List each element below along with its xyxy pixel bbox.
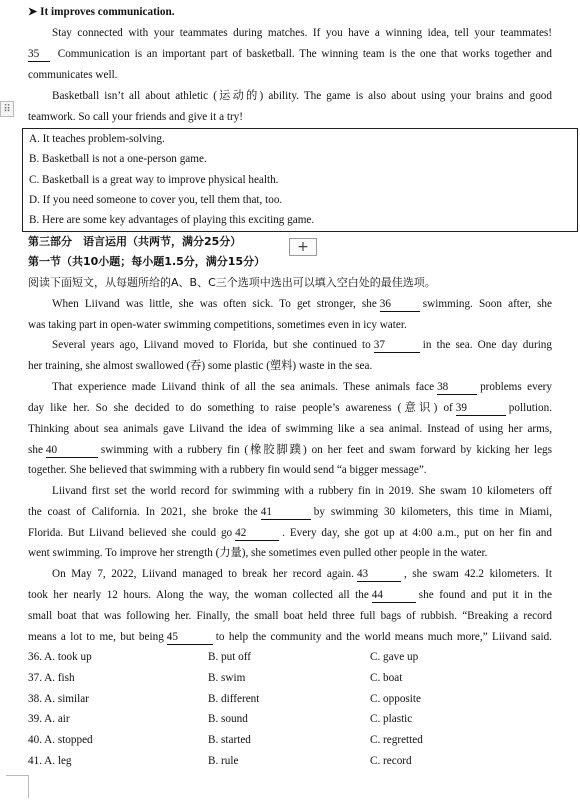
paragraph-line: her training, she almost swallowed (吞) some plastic (塑料) waste in the sea. xyxy=(28,360,373,372)
choice-c[interactable]: C. regretted xyxy=(370,734,423,746)
choice-c[interactable]: C. opposite xyxy=(370,693,421,705)
paragraph-line: Basketball isn’t all about athletic (运动的) ability. The game is also about using your brains and good xyxy=(52,90,552,102)
choice-b[interactable]: B. different xyxy=(208,693,260,705)
paragraph-line: together. She believed that swimming with a rubbery fin would send “a bigger message”. xyxy=(28,464,427,476)
paragraph-line: Several years ago, Liivand moved to Florida, but she continued to 37 in the sea. One day during xyxy=(52,339,552,351)
choice-a[interactable]: 37. A. fish xyxy=(28,672,75,684)
option-item: D. If you need someone to cover you, tell them that, too. xyxy=(29,194,283,206)
choice-a[interactable]: 41. A. leg xyxy=(28,755,72,767)
paragraph-line: Stay connected with your teammates during matches. If you have a winning idea, tell your teammates! xyxy=(52,27,552,39)
choice-b[interactable]: B. swim xyxy=(208,672,246,684)
part-title: 第三部分 语言运用（共两节，满分25分） xyxy=(28,235,242,248)
answer-blank-45: 45 xyxy=(167,630,213,645)
arrow-icon: ➤ xyxy=(28,6,38,18)
choice-a[interactable]: 39. A. air xyxy=(28,713,70,725)
subheading: ➤ It improves communication. xyxy=(28,6,175,18)
choice-c[interactable]: C. gave up xyxy=(370,651,419,663)
section-title: 第一节（共10小题；每小题1.5分，满分15分） xyxy=(28,255,266,268)
choice-c[interactable]: C. boat xyxy=(370,672,403,684)
paragraph-line: On May 7, 2022, Liivand managed to break her record again. 43 , she swam 42.2 kilometers. It xyxy=(52,568,552,580)
paragraph-line: took her nearly 12 hours. Along the way, the woman collected all the 44 she found and put it in the xyxy=(28,589,552,601)
options-box xyxy=(22,128,578,232)
answer-blank-44: 44 xyxy=(372,588,416,603)
answer-blank-35: 35 xyxy=(28,47,50,62)
paragraph-line: 35 Communication is an important part of basketball. The winning team is the one that works together and xyxy=(28,48,552,60)
choice-a[interactable]: 40. A. stopped xyxy=(28,734,93,746)
paragraph-line: teamwork. So call your friends and give it a try! xyxy=(28,111,243,123)
paragraph-line: Florida. But Liivand believed she could go 42 . Every day, she got up at 4:00 a.m., put on her fin and xyxy=(28,527,552,539)
option-item: B. Here are some key advantages of playing this exciting game. xyxy=(29,214,315,226)
choice-c[interactable]: C. record xyxy=(370,755,412,767)
option-item: A. It teaches problem-solving. xyxy=(29,133,165,145)
answer-blank-38: 38 xyxy=(437,380,477,395)
choice-b[interactable]: B. started xyxy=(208,734,251,746)
paragraph-line: means a lot to me, but being 45 to help the community and the world means much more,” Liivand said. xyxy=(28,631,552,643)
paragraph-line: That experience made Liivand think of all the sea animals. These animals face 38 problems every xyxy=(52,381,552,393)
instruction-text: 阅读下面短文，从每题所给的A、B、C三个选项中选出可以填入空白处的最佳选项。 xyxy=(28,276,436,289)
choice-a[interactable]: 38. A. similar xyxy=(28,693,89,705)
paragraph-line: communicates well. xyxy=(28,69,118,81)
plus-icon[interactable]: + xyxy=(289,238,317,256)
answer-blank-43: 43 xyxy=(357,567,401,582)
paragraph-line: day like her. So she decided to do something to raise people’s awareness (意识) of 39 pollution. xyxy=(28,402,552,414)
paragraph-line: Liivand first set the world record for swimming with a rubbery fin in 2019. She swam 10 kilometers off xyxy=(52,485,552,497)
choice-b[interactable]: B. put off xyxy=(208,651,251,663)
paragraph-line: Thinking about sea animals gave Liivand the idea of swimming like a sea animal. Instead of using her arms, xyxy=(28,423,552,435)
page-corner-mark xyxy=(6,775,29,798)
paragraph-line: the coast of California. In 2021, she broke the 41 by swimming 30 kilometers, this time in Miami, xyxy=(28,506,552,518)
choice-a[interactable]: 36. A. took up xyxy=(28,651,92,663)
paragraph-line: When Liivand was little, she was often sick. To get stronger, she 36 swimming. Soon after, she xyxy=(52,298,552,310)
drag-handle-icon[interactable]: ⠿ xyxy=(0,101,14,117)
choice-b[interactable]: B. sound xyxy=(208,713,248,725)
answer-blank-42: 42 xyxy=(235,526,279,541)
answer-blank-36: 36 xyxy=(380,297,420,312)
paragraph-line: went swimming. To improve her strength (力量), she sometimes even pulled other people in the water. xyxy=(28,547,488,559)
answer-blank-37: 37 xyxy=(374,338,420,353)
option-item: C. Basketball is a great way to improve physical health. xyxy=(29,174,279,186)
answer-blank-41: 41 xyxy=(261,505,311,520)
paragraph-line: was taking part in open-water swimming competitions, sometimes even in icy water. xyxy=(28,319,407,331)
option-item: B. Basketball is not a one-person game. xyxy=(29,153,207,165)
answer-blank-40: 40 xyxy=(46,443,98,458)
choice-c[interactable]: C. plastic xyxy=(370,713,413,725)
choice-b[interactable]: B. rule xyxy=(208,755,239,767)
answer-blank-39: 39 xyxy=(456,401,506,416)
paragraph-line: small boat that was following her. Finally, the small boat held three full bags of rubbish. “Breaking a record xyxy=(28,610,552,622)
paragraph-line: she 40 swimming with a rubbery fin (橡胶脚蹼) on her feet and swam forward by kicking her legs xyxy=(28,444,552,456)
